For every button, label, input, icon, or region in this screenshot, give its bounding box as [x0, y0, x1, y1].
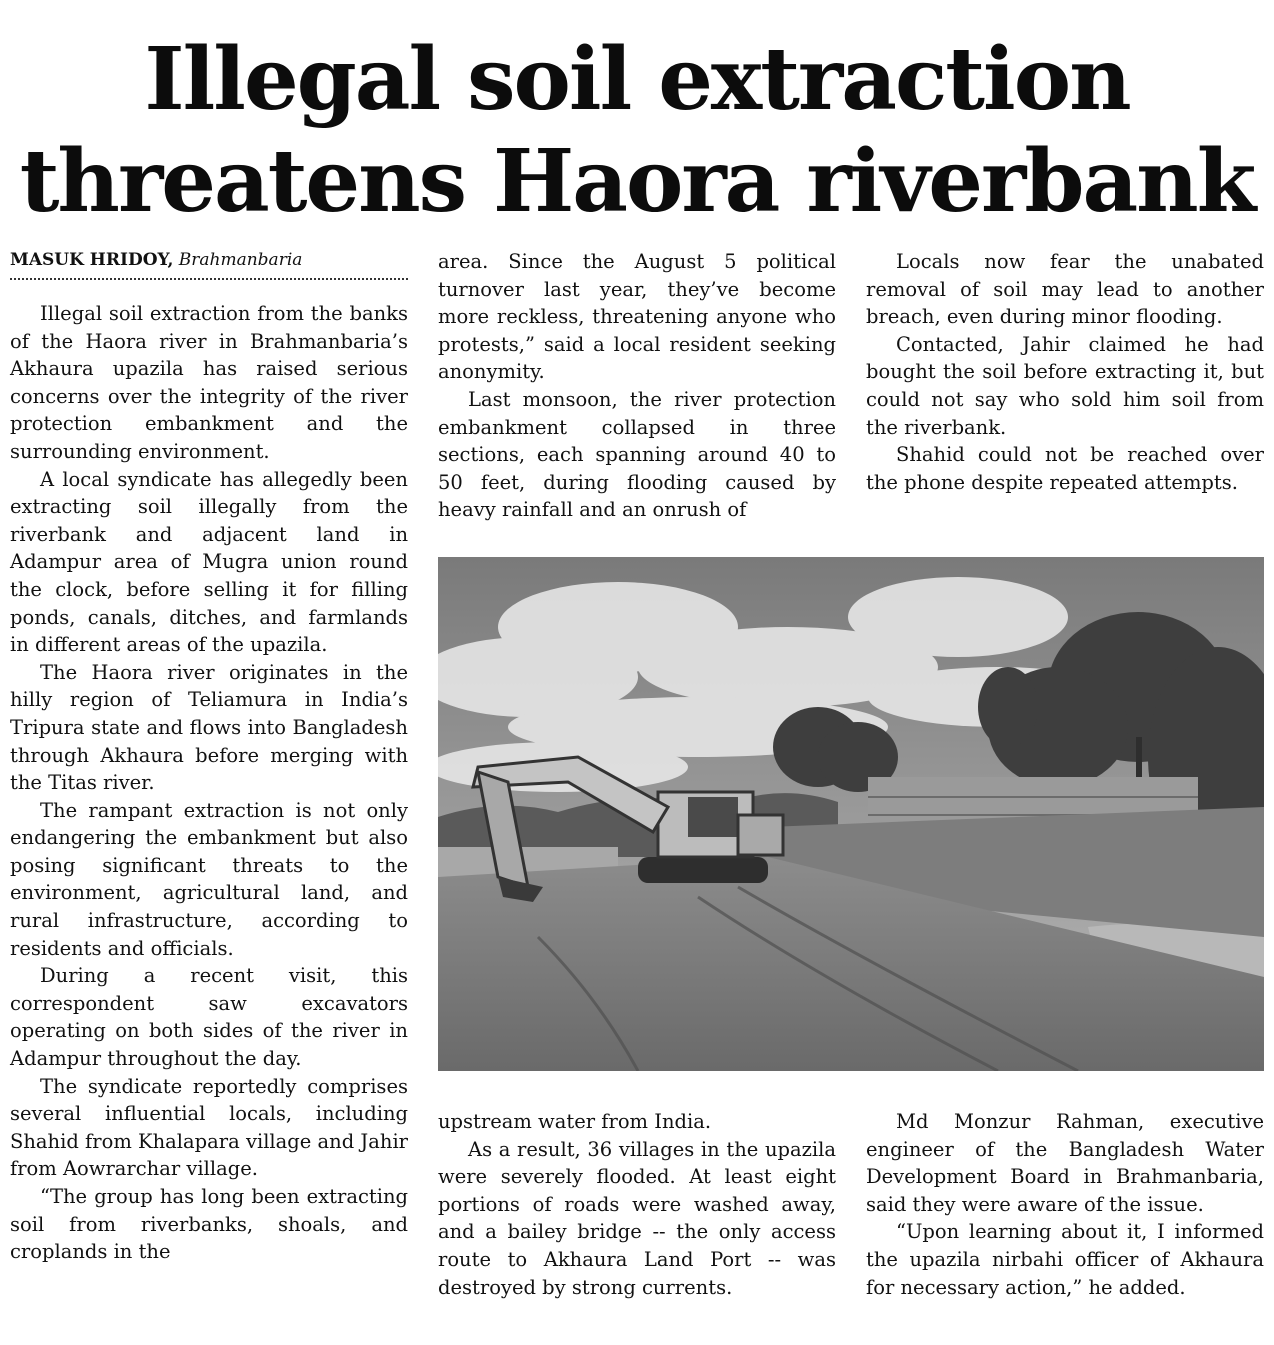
paragraph: The Haora river originates in the hilly region of Teliamura in India’s Tripura state and flows into Bangladesh through Akhaura before merging with the Titas river. — [10, 660, 408, 795]
paragraph: upstream water from India. — [438, 1110, 712, 1133]
paragraph: As a result, 36 villages in the upazila were severely flooded. At least eight portions of roads were washed away, and a bailey bridge -- the only access route to Akhaura Land Port -- was destroyed by strong currents. — [438, 1137, 836, 1299]
paragraph: “The group has long been extracting soil from riverbanks, shoals, and croplands in the — [10, 1185, 408, 1264]
paragraph: The rampant extraction is not only endangering the embankment but also posing significant threats to the environment, agricultural land, and rural infrastructure, according to residents and officials. — [10, 798, 408, 960]
article-column-1 — [10, 300, 408, 1266]
headline — [0, 30, 1274, 234]
paragraph: “Upon learning about it, I informed the upazila nirbahi officer of Akhaura for necessary action,” he added. — [866, 1220, 1264, 1299]
paragraph: A local syndicate has allegedly been extracting soil illegally from the riverbank and adjacent land in Adampur area of Mugra union round the clock, before selling it for filling ponds, canals, ditches, and farmlands in different areas of the upazila. — [10, 467, 408, 657]
article-column-3-bottom — [866, 1108, 1264, 1301]
paragraph: During a recent visit, this correspondent saw excavators operating on both sides of the river in Adampur throughout the day. — [10, 964, 408, 1071]
article-column-2-top — [438, 248, 836, 524]
paragraph: Last monsoon, the river protection embankment collapsed in three sections, each spanning around 40 to 50 feet, during flooding caused by heavy rainfall and an onrush of — [438, 387, 836, 522]
paragraph: Md Monzur Rahman, executive engineer of the Bangladesh Water Development Board in Brahmanbaria, said they were aware of the issue. — [866, 1110, 1264, 1216]
paragraph: Locals now fear the unabated removal of soil may lead to another breach, even during minor flooding. — [866, 250, 1264, 329]
paragraph: Shahid could not be reached over the phone despite repeated attempts. — [866, 443, 1264, 494]
headline-line-1: Illegal soil extraction — [144, 29, 1130, 130]
paragraph: Contacted, Jahir claimed he had bought the soil before extracting it, but could not say who sold him soil from the riverbank. — [866, 332, 1264, 439]
article-column-3-top — [866, 248, 1264, 496]
excavator-photo — [438, 557, 1264, 1071]
article-column-2-bottom — [438, 1108, 836, 1301]
paragraph: Illegal soil extraction from the banks of the Haora river in Brahmanbaria’s Akhaura upazila has raised serious concerns over the integrity of the river protection embankment and the surrounding environment. — [10, 302, 408, 463]
byline — [10, 248, 408, 280]
byline-location: Brahmanbaria — [178, 250, 303, 270]
paragraph: The syndicate reportedly comprises several influential locals, including Shahid from Khalapara village and Jahir from Aowrarchar village. — [10, 1074, 408, 1181]
byline-author: MASUK HRIDOY, — [10, 250, 174, 270]
headline-line-2: threatens Haora riverbank — [19, 131, 1255, 232]
paragraph: area. Since the August 5 political turnover last year, they’ve become more reckless, threatening anyone who protests,” said a local resident seeking anonymity. — [438, 250, 836, 384]
